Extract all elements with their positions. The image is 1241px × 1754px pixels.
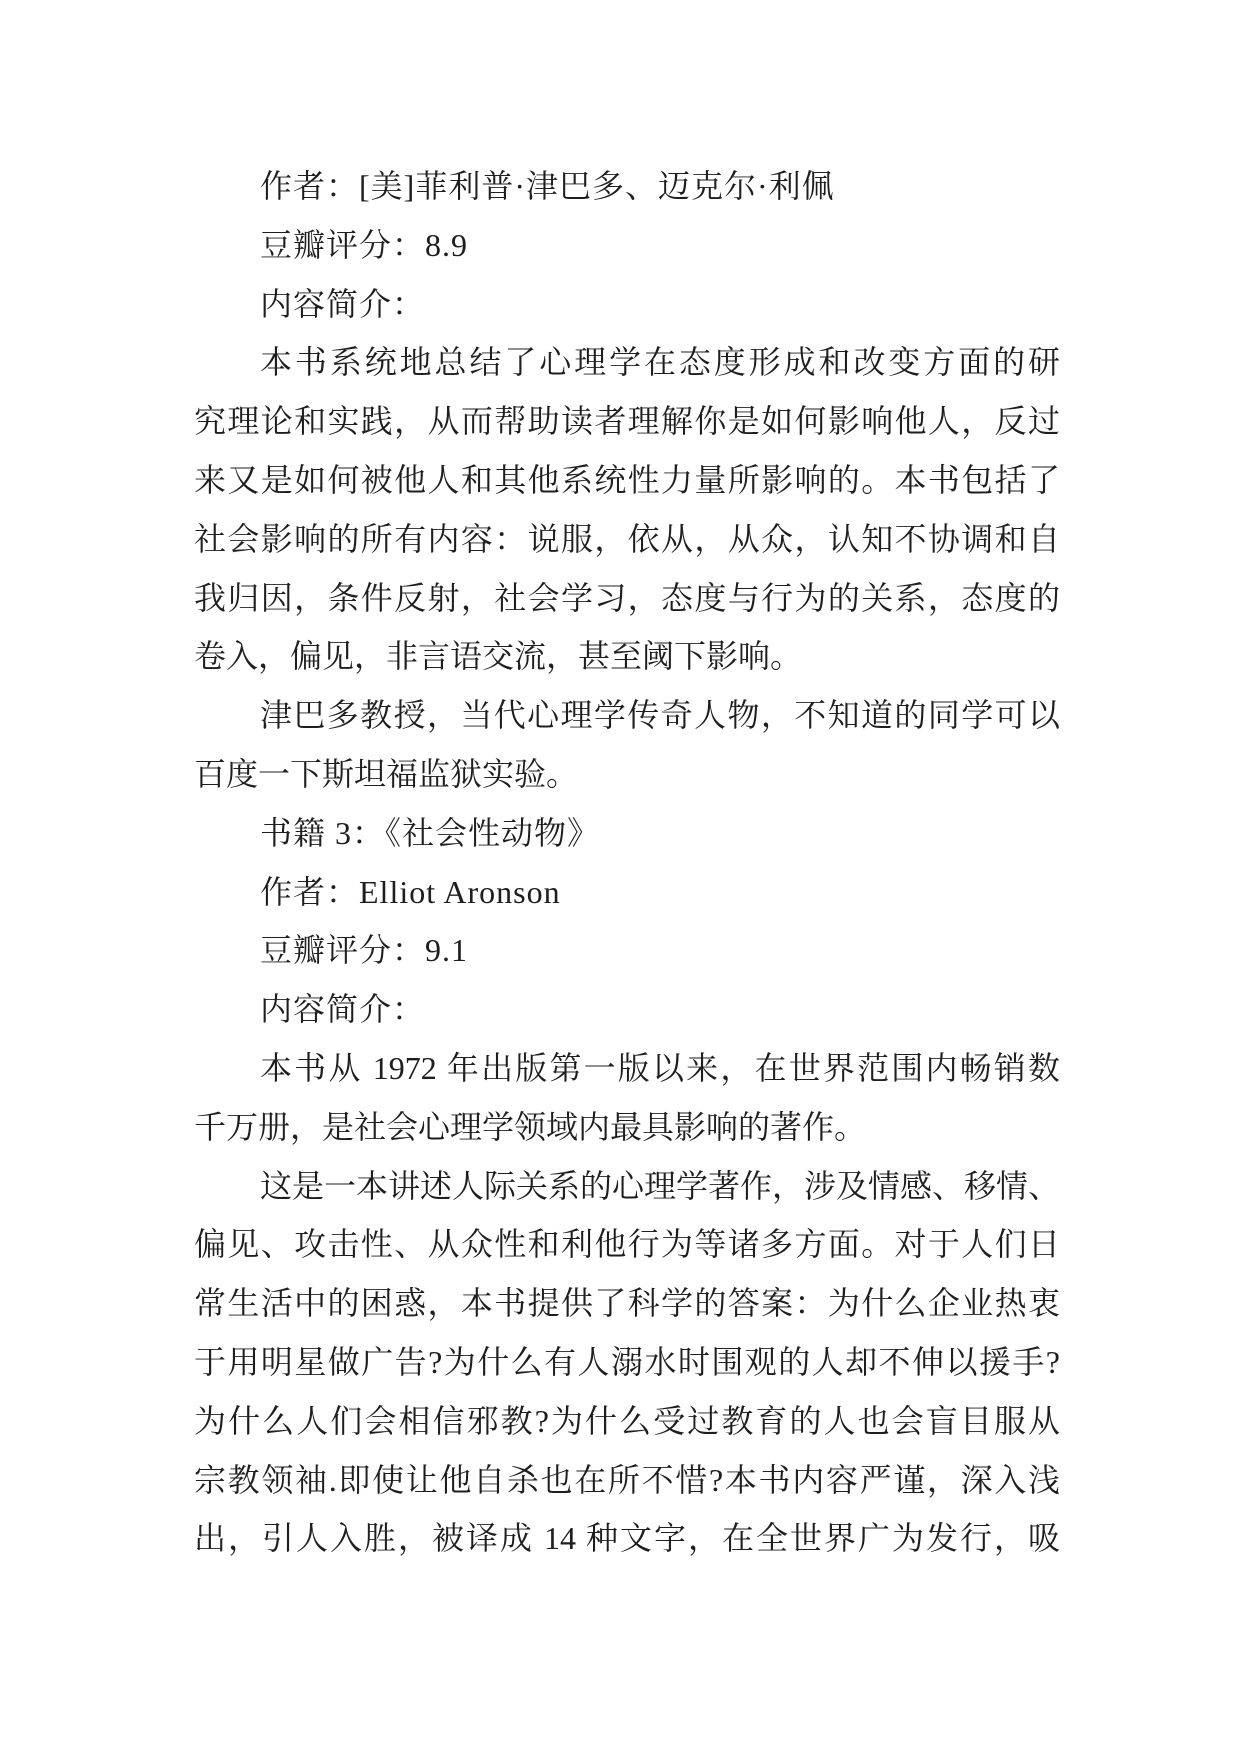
paragraph-line: 百度一下斯坦福监狱实验。: [194, 755, 579, 792]
paragraph-line: 千万册，是社会心理学领域内最具影响的著作。: [194, 1108, 867, 1145]
paragraph-line: 出，引人入胜，被译成 14 种文字，在全世界广为发行，吸: [194, 1520, 1060, 1557]
paragraph-line: 宗教领袖.即使让他自杀也在所不惜?本书内容严谨，深入浅: [194, 1461, 1060, 1498]
book-3-rating: 豆瓣评分：9.1: [260, 932, 469, 969]
paragraph-line: 来又是如何被他人和其他系统性力量所影响的。本书包括了: [194, 461, 1060, 498]
book-3-heading: 书籍 3：《社会性动物》: [260, 814, 601, 851]
paragraph-line: 津巴多教授，当代心理学传奇人物，不知道的同学可以: [260, 697, 1060, 734]
book-2-intro-paragraph-1: [194, 333, 1060, 686]
paragraph-line: 社会影响的所有内容：说服，依从，从众，认知不协调和自: [194, 520, 1060, 557]
paragraph-line: 为什么人们会相信邪教?为什么受过教育的人也会盲目服从: [194, 1402, 1060, 1439]
book-2-intro-paragraph-2: [194, 686, 1060, 804]
book-3-intro-paragraph-2: [194, 1157, 1060, 1569]
book-3-intro-label: 内容简介：: [260, 991, 426, 1028]
paragraph-line: 我归因，条件反射，社会学习，态度与行为的关系，态度的: [194, 579, 1060, 616]
document-body: [194, 157, 1060, 1568]
paragraph-line: 本书系统地总结了心理学在态度形成和改变方面的研: [260, 344, 1060, 381]
book-3-intro-paragraph-1: [194, 1039, 1060, 1157]
paragraph-line: 本书从 1972 年出版第一版以来，在世界范围内畅销数: [260, 1049, 1060, 1086]
paragraph-line: 卷入，偏见，非言语交流，甚至阈下影响。: [194, 638, 803, 675]
book-2-author: 作者：[美]菲利普·津巴多、迈克尔·利佩: [260, 168, 835, 204]
book-2-intro-label: 内容简介：: [260, 285, 426, 322]
book-2-rating: 豆瓣评分：8.9: [260, 226, 469, 263]
paragraph-line: 常生活中的困惑，本书提供了科学的答案：为什么企业热衷: [194, 1285, 1060, 1322]
book-3-author: 作者：Elliot Aronson: [260, 873, 561, 910]
paragraph-line: 偏见、攻击性、从众性和利他行为等诸多方面。对于人们日: [194, 1226, 1060, 1263]
paragraph-line: 于用明星做广告?为什么有人溺水时围观的人却不伸以援手?: [194, 1343, 1060, 1380]
paragraph-line: 这是一本讲述人际关系的心理学著作，涉及情感、移情、: [260, 1167, 1060, 1204]
paragraph-line: 究理论和实践，从而帮助读者理解你是如何影响他人，反过: [194, 403, 1060, 440]
